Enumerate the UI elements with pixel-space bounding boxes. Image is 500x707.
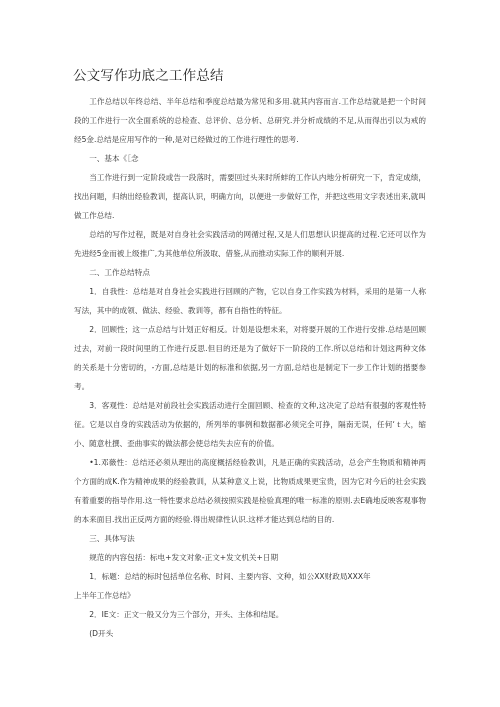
paragraph-definition: 当工作进行到一定阶段或告一段落时，需要回过头来时所蚌的工作认内地分析研究一下，肯定成绩，找出问题，归纳出经验教训，提高认识，明确方向，以便进一步做好工作，并把这些用文字表述出来,就叫做工作总结.	[74, 173, 426, 220]
paragraph-body-rule: 2．IE文：正文一般又分为三个部分，开头、主体和结尾。	[89, 610, 284, 619]
section-heading-basic-concept: 一、基本《［念	[89, 154, 139, 163]
section-heading-features: 二、工作总结特点	[89, 268, 150, 277]
paragraph-writing-process: 总结的写作过程，既是对自身社会实践活动的网循过程,又是人们思想认识提高的过程.它还可以作为先进经5金而被上级推广,为其他单位所汲取、借鉴,从而推动实际工作的顺利开展.	[74, 230, 426, 258]
paragraph-opening: (D开头	[89, 629, 114, 638]
paragraph-title-rule-cont: 上半年工作总结》	[74, 591, 135, 600]
paragraph-intro: 工作总结以年终总结、半年总结和季度总结最为常见和多用.就其内容而言.工作总结就是把一个时间段的工作进行一次全面系统的总检查、总评价、总分析、总研究.并分析成绩的不足,从而得出引以为戒的经5金.总结是应用写作的一种,是对已经做过的工作进行理性的思考.	[74, 97, 426, 144]
paragraph-feature-2: 2．回顾性；这一点总结与计划正好相反。计划是设想未来，对将要开展的工作进行安排.总结是回顾过去，对前一段时间里的工作进行反思.但目的还是为了做好下一阶段的工作.所以总结和计划这两种文体的关系是十分密切的，-方面,总结是计划的标准和依据,另一方面,总结也是制定下一步工作计划的揩要参考。	[74, 325, 426, 391]
paragraph-feature-1: 1．自我性：总结是对自身社会实践进行回顾的产物，它以自身工作实践为材料，采用的是第一人称写法，其中的成领、做法、经验、教训等，都有自指性的特征。	[74, 287, 426, 315]
document-title: 公文写作功底之工作总结	[73, 68, 224, 84]
paragraph-feature-3: 3．客观性：总结是对前段社会实践活动进行全面回顾、检查的文种,这决定了总结有很强的客观性特征。它是以自身的实践活动为依据的，所列举的事例和数据都必须完全可挣，隔南无误，任何‘ｔ大，缩小、随意杜撰、歪曲事实的做法都会使总结失去应有的价值。	[74, 401, 426, 448]
paragraph-content-spec: 规范的内容包括：标电+发文对象-正文+发文机关+日期	[89, 553, 279, 562]
document-body	[74, 92, 426, 643]
paragraph-feature-4: •1.邓薇性：总结还必须从理出的高度概括经验教训，凡是正确的实践活动，总会产生物质和精神两个方面的成K.作为精神成果的经验教训，从某种意义上说，比物质成果更宝贵，因为它对今后的社会实践有着重要的指导作用.这一特性要求总结必须按照实践是检验真理的唯一标准的原则.去E确地反映客观事物的本来面目.找出正反两方面的经验.得出规律性认识.这样才能达到总结的目的.	[74, 458, 426, 524]
paragraph-title-rule: 1．标题：总结的标时包括单位名称、时间、主要内容、文种，如公XX财政局XXX年	[89, 572, 371, 581]
section-heading-writing-method: 三、具体写法	[89, 534, 135, 543]
